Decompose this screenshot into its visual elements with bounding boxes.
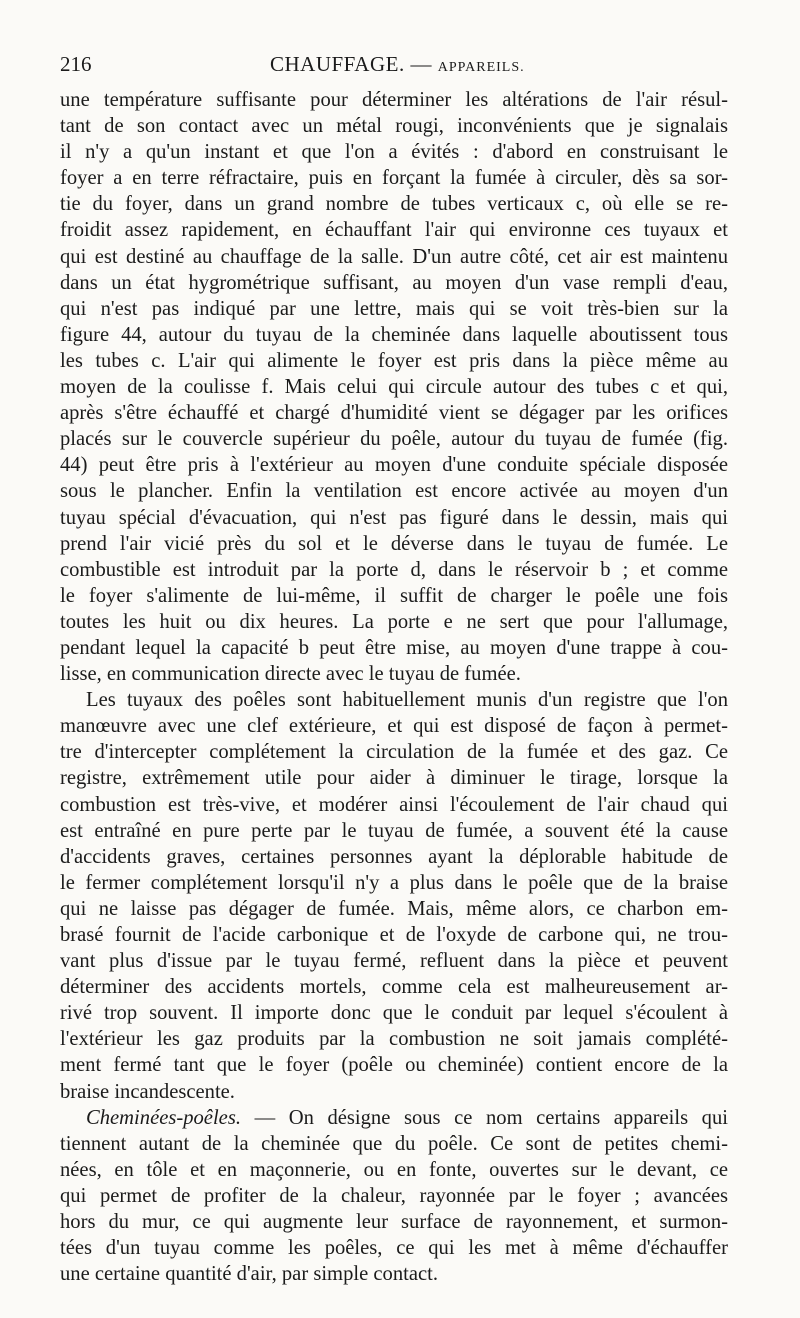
text-line: rivé trop souvent. Il importe donc que le conduit par lequel s'écoulent à: [60, 1002, 728, 1025]
text-line: qui n'est pas indiqué par une lettre, mais qui se voit très-bien sur la: [60, 297, 728, 320]
text-line: registre, extrêmement utile pour aider à diminuer le tirage, lorsque la: [60, 767, 728, 790]
body-text: [60, 87, 728, 1287]
text-line: nées, en tôle et en maçonnerie, ou en fonte, ouvertes sur le devant, ce: [60, 1158, 728, 1181]
running-title-main: CHAUFFAGE. —: [270, 52, 432, 76]
text-line: placés sur le couvercle supérieur du poêle, autour du tuyau de fumée (fig.: [60, 428, 728, 451]
text-line: une certaine quantité d'air, par simple contact.: [60, 1263, 438, 1286]
text-line: tre d'intercepter complétement la circulation de la fumée et des gaz. Ce: [60, 741, 728, 764]
text-line: dans un état hygrométrique suffisant, au moyen d'un vase rempli d'eau,: [60, 271, 728, 294]
text-line: le fermer complétement lorsqu'il n'y a plus dans le poêle que de la braise: [60, 871, 728, 894]
text-line: figure 44, autour du tuyau de la cheminée dans laquelle aboutissent tous: [60, 323, 728, 346]
text-line: [60, 1105, 728, 1131]
text-line: d'accidents graves, certaines personnes ayant la déplorable habitude de: [60, 845, 728, 868]
running-title-subtitle: APPAREILS.: [437, 60, 525, 75]
running-title: [270, 52, 525, 77]
text-line: sous le plancher. Enfin la ventilation est encore activée au moyen d'un: [60, 480, 728, 503]
heading-line-text: — On désigne sous ce nom certains appareils qui: [254, 1106, 728, 1129]
text-line: après s'être échauffé et chargé d'humidité vient se dégager par les orifices: [60, 402, 728, 425]
text-line: qui permet de profiter de la chaleur, rayonnée par le foyer ; avancées: [60, 1184, 728, 1207]
text-line: qui ne laisse pas dégager de fumée. Mais, même alors, ce charbon em-: [60, 897, 728, 920]
text-line: 44) peut être pris à l'extérieur au moyen d'une conduite spéciale disposée: [60, 454, 728, 477]
text-line: toutes les huit ou dix heures. La porte e ne sert que pour l'allumage,: [60, 610, 728, 633]
text-line: tant de son contact avec un métal rougi, inconvénients que je signalais: [60, 115, 728, 138]
text-line: le foyer s'alimente de lui-même, il suffit de charger le poêle une fois: [60, 584, 728, 607]
text-line: tiennent autant de la cheminée que du poêle. Ce sont de petites chemi-: [60, 1132, 728, 1155]
text-line: combustion est très-vive, et modérer ainsi l'écoulement de l'air chaud qui: [60, 793, 728, 816]
text-line: tuyau spécial d'évacuation, qui n'est pas figuré dans le dessin, mais qui: [60, 506, 728, 529]
paragraph-heading: Cheminées-poêles.: [86, 1106, 241, 1129]
text-line: combustible est introduit par la porte d, dans le réservoir b ; et comme: [60, 558, 728, 581]
text-line: froidit assez rapidement, en échauffant l'air qui environne ces tuyaux et: [60, 219, 728, 242]
text-line: manœuvre avec une clef extérieure, et qui est disposé de façon à permet-: [60, 715, 728, 738]
text-line: ment fermé tant que le foyer (poêle ou cheminée) contient encore de la: [60, 1054, 728, 1077]
text-line: Les tuyaux des poêles sont habituellement munis d'un registre que l'on: [86, 689, 728, 712]
text-line: lisse, en communication directe avec le tuyau de fumée.: [60, 663, 521, 686]
text-line: prend l'air vicié près du sol et le déverse dans le tuyau de fumée. Le: [60, 532, 728, 555]
page-header: [60, 52, 728, 82]
text-line: hors du mur, ce qui augmente leur surface de rayonnement, et surmon-: [60, 1211, 728, 1234]
paragraph: [60, 87, 728, 687]
text-line: foyer a en terre réfractaire, puis en forçant la fumée à circuler, dès sa sor-: [60, 167, 728, 190]
text-line: l'extérieur les gaz produits par la combustion ne soit jamais complété-: [60, 1028, 728, 1051]
text-line: brasé fournit de l'acide carbonique et de l'oxyde de carbone qui, ne trou-: [60, 924, 728, 946]
text-line: vant plus d'issue par le tuyau fermé, refluent dans la pièce et peuvent: [60, 950, 728, 973]
text-line: pendant lequel la capacité b peut être mise, au moyen d'une trappe à cou-: [60, 636, 728, 659]
text-line: les tubes c. L'air qui alimente le foyer est pris dans la pièce même au: [60, 349, 728, 372]
text-line: braise incandescente.: [60, 1080, 235, 1103]
paragraph: [60, 687, 728, 1105]
text-line: tées d'un tuyau comme les poêles, ce qui les met à même d'échauffer: [60, 1237, 728, 1260]
text-line: est entraîné en pure perte par le tuyau de fumée, a souvent été la cause: [60, 819, 728, 842]
text-line: il n'y a qu'un instant et que l'on a évités : d'abord en construisant le: [60, 141, 728, 164]
text-line: moyen de la coulisse f. Mais celui qui circule autour des tubes c et qui,: [60, 376, 728, 399]
page-number: 216: [60, 52, 92, 76]
paragraph: [60, 1105, 728, 1288]
text-line: tie du foyer, dans un grand nombre de tubes verticaux c, où elle se re-: [60, 193, 728, 216]
text-line: une température suffisante pour déterminer les altérations de l'air résul-: [60, 89, 728, 111]
text-line: qui est destiné au chauffage de la salle. D'un autre côté, cet air est maintenu: [60, 245, 728, 268]
text-line: déterminer des accidents mortels, comme cela est malheureusement ar-: [60, 976, 728, 999]
